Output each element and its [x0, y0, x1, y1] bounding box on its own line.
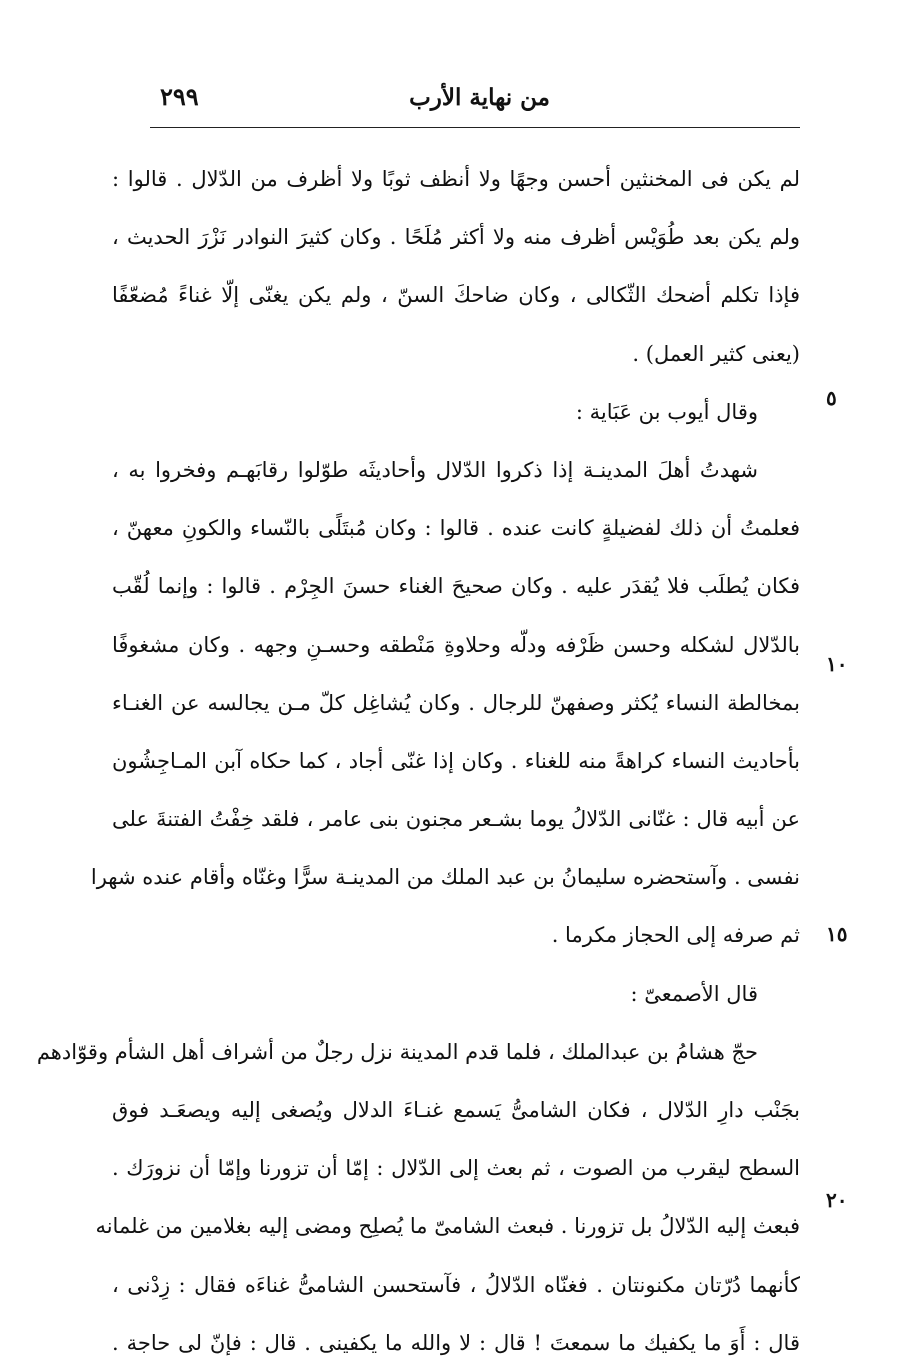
- text-line: لم يكن فى المخنثين أحسن وجهًا ولا أنظف ثوبًا ولا أظرف من الدّلال . قالوا :: [112, 167, 800, 191]
- line-number-marker: ١٠: [826, 652, 848, 676]
- text-line: قال : أَوَ ما يكفيك ما سمعتَ ! قال : لا والله ما يكفينى . قال : فإنّ لى حاجة .: [112, 1330, 800, 1355]
- text-line: فإذا تكلم أضحك الثّكالى ، وكان ضاحكَ السنّ ، ولم يكن يغنّى إلّا غناءً مُضعّفًا: [112, 283, 800, 308]
- text-line: السطح ليقرب من الصوت ، ثم بعث إلى الدّلال : إمّا أن تزورنا وإمّا أن نزورَك .: [112, 1156, 800, 1181]
- text-line: قال الأصمعىّ :: [630, 981, 758, 1006]
- page-number: ٢٩٩: [160, 82, 199, 111]
- line-number-marker: ١٥: [826, 922, 848, 946]
- text-line: نفسى . وآستحضره سليمانُ بن عبد الملك من المدينـة سرًّا وغنّاه وأقام عنده شهرا: [90, 865, 800, 890]
- text-line: حجّ هشامُ بن عبدالملك ، فلما قدم المدينة نزل رجلٌ من أشراف أهل الشأم وقوّادهم: [36, 1039, 758, 1064]
- text-line: فعلمتُ أن ذلك لفضيلةٍ كانت عنده . قالوا : وكان مُبتَلًى بالنّساء والكونِ معهنّ ،: [112, 516, 800, 541]
- text-line: ثم صرفه إلى الحجاز مكرما .: [551, 923, 800, 948]
- text-line: بالدّلال لشكله وحسن ظَرْفه ودلّه وحلاوةِ مَنْطقه وحسـنِ وجهه . وكان مشغوفًا: [112, 632, 800, 657]
- header-rule: [150, 127, 800, 128]
- text-line: وقال أيوب بن عَبَاية :: [575, 399, 758, 424]
- text-line: بجَنْب دارِ الدّلال ، فكان الشامىُّ يَسمع غنـاءَ الدلال ويُصغى إليه ويصعَـد فوق: [112, 1098, 800, 1122]
- text-line: (يعنى كثير العمل) .: [632, 341, 800, 366]
- text-line: فكان يُطلَب فلا يُقدَر عليه . وكان صحيحَ الغناء حسنَ الجِرْم . قالوا : وإنما لُقّب: [112, 574, 800, 599]
- text-line: بأحاديث النساء كراهةً منه للغناء . وكان إذا غنّى أجاد ، كما حكاه آبن المـاجِشُون: [112, 748, 800, 773]
- text-line: ولم يكن بعد طُوَيْس أظرف منه ولا أكثر مُلَحًا . وكان كثيرَ النوادر نَزْرَ الحديث ،: [112, 225, 800, 250]
- body-text: [36, 150, 800, 1372]
- text-line: عن أبيه قال : غنّانى الدّلالُ يوما بشـعر مجنون بنى عامر ، فلقد خِفْتُ الفتنةَ على: [112, 807, 800, 832]
- text-line: كأنهما دُرّتان مكنونتان . فغنّاه الدّلالُ ، فآستحسن الشامىُّ غناءَه فقال : زِدْنى ،: [112, 1272, 800, 1297]
- running-header: [150, 72, 800, 128]
- line-number-marker: ٥: [826, 386, 837, 410]
- text-line: شهدتُ أهلَ المدينـة إذا ذكروا الدّلال وأحاديثَه طوّلوا رقابَهـم وفخروا به ،: [112, 457, 759, 482]
- line-number-marker: ٢٠: [826, 1188, 848, 1212]
- text-line: بمخالطة النساء يُكثر وصفهنّ للرجال . وكان يُشاغِل كلّ مـن يجالسه عن الغنـاء: [112, 690, 800, 715]
- text-line: فبعث إليه الدّلالُ بل تزورنا . فبعث الشامىّ ما يُصلِح ومضى إليه بغلامين من غلمانه: [95, 1214, 800, 1239]
- header-title: من نهاية الأرب: [409, 84, 550, 111]
